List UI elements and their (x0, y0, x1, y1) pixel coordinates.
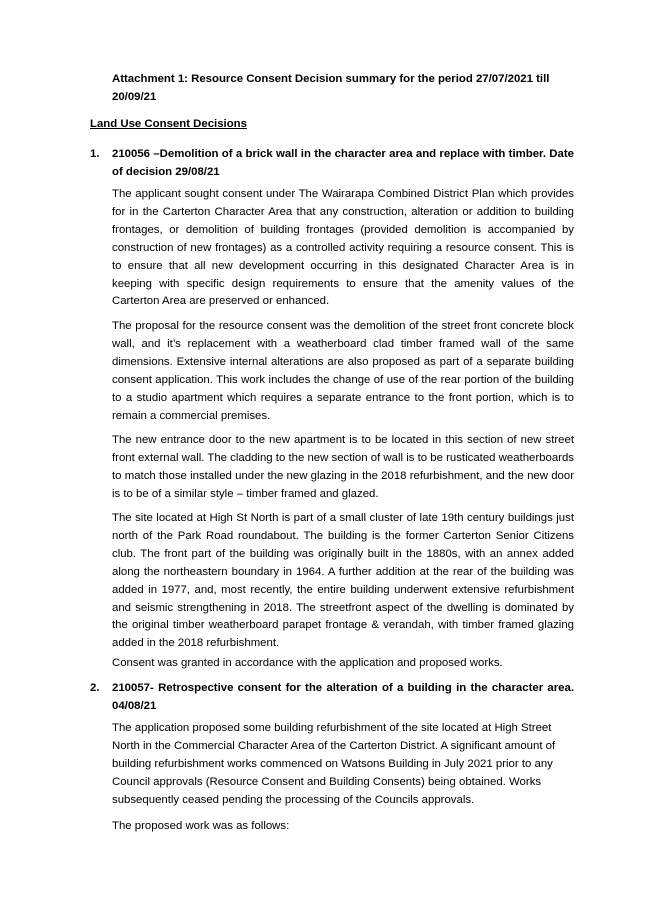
paragraph: The application proposed some building refurbishment of the site located at High Street North in the Commercial Character Area of the Carterton District. A significant amount of building refurbishment works commenced on Watsons Building in July 2021 prior to any Council approvals (Resource Consent and Building Consents) being obtained. Works subsequently ceased pending the processing of the Councils approvals. (112, 722, 556, 806)
attachment-title: Attachment 1: Resource Consent Decision summary for the period 27/07/2021 till 20/09/21 (112, 73, 550, 103)
paragraph: Consent was granted in accordance with the application and proposed works. (112, 657, 503, 669)
paragraph: The proposal for the resource consent was the demolition of the street front concrete block wall, and it’s replacement with a weatherboard clad timber framed wall of the same dimensions. Extensive internal alterations are also proposed as part of a separate building consent application. This work includes the change of use of the rear portion of the building to a studio apartment which requires a separate entrance to the front portion, which is to remain a commercial premises. (112, 320, 574, 422)
item-title: 210056 –Demolition of a brick wall in the character area and replace with timber. Date of decision 29/08/21 (112, 148, 574, 178)
item-title: 210057- Retrospective consent for the alteration of a building in the character area. 04/08/21 (112, 682, 574, 712)
paragraph: The proposed work was as follows: (112, 820, 290, 832)
paragraph: The new entrance door to the new apartment is to be located in this section of new street front external wall. The cladding to the new section of wall is to be rusticated weatherboards to match those installed under the new glazing in the 2018 refurbishment, and the new door is to be of a similar style – timber framed and glazed. (112, 434, 574, 500)
paragraph: The applicant sought consent under The Wairarapa Combined District Plan which provides for in the Carterton Character Area that any construction, alteration or addition to building frontages, or demolition of building frontages (provided demolition is accompanied by construction of new frontages) as a controlled activity requiring a resource consent. This is to ensure that all new development occurring in this designated Character Area is in keeping with specific design requirements to ensure that the amenity values of the Carterton Area are preserved or enhanced. (112, 188, 574, 308)
item-number: 2. (90, 682, 100, 694)
paragraph: The site located at High St North is part of a small cluster of late 19th century buildings just north of the Park Road roundabout. The building is the former Carterton Senior Citizens club. The front part of the building was originally built in the 1880s, with an annex added along the northeastern boundary in 1964. A further addition at the rear of the building was added in 1977, and, most recently, the entire building underwent extensive refurbishment and seismic strengthening in 2018. The streetfront aspect of the dwelling is dominated by the original timber weatherboard parapet frontage & verandah, with timber framed glazing added in the 2018 refurbishment. (112, 512, 574, 650)
item-number: 1. (90, 148, 100, 160)
section-heading: Land Use Consent Decisions (90, 118, 247, 130)
